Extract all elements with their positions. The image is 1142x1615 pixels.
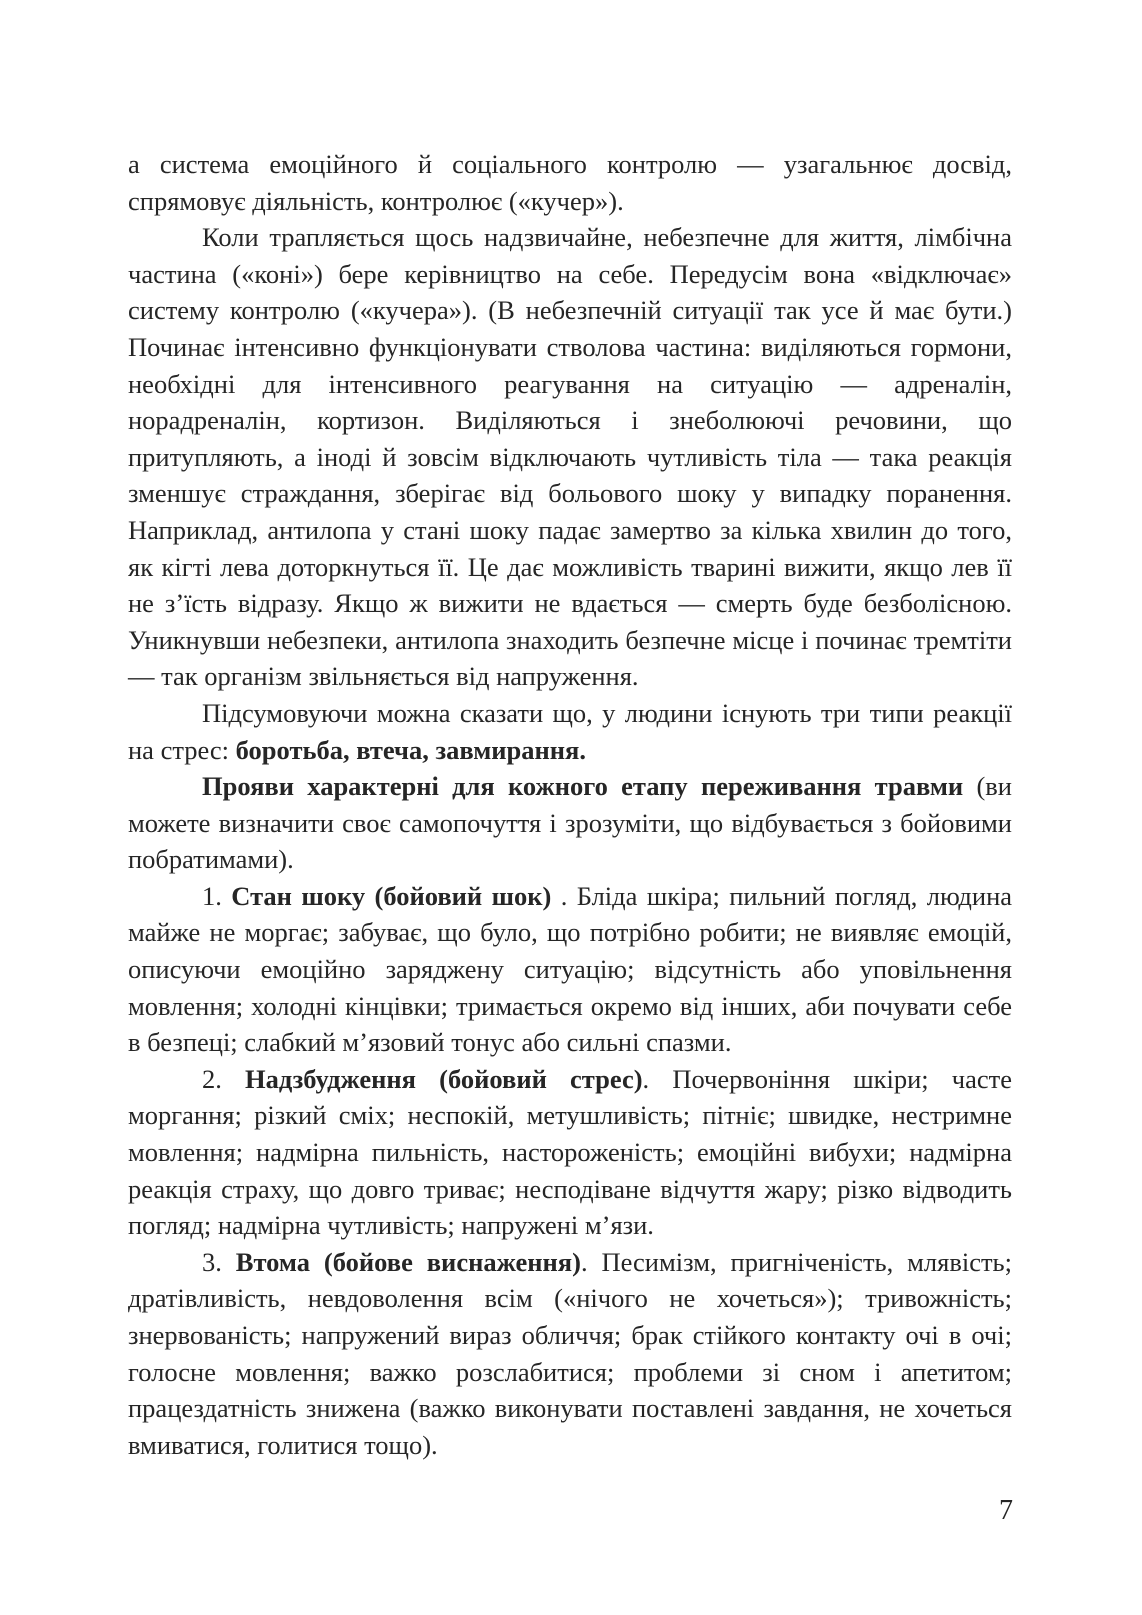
paragraph-text: а система емоційного й соціального контролю — узагальнює досвід, спрямовує діяльність, контролює («кучер»). [128,149,1012,216]
paragraph-limbic-response [128,219,1012,695]
stress-reaction-types: боротьба, втеча, завмирання. [235,734,587,765]
paragraph-text: (ви можете визначити своє самопочуття і зрозуміти, що відбувається з бойовими побратимами). [128,771,1012,875]
paragraph-summary [128,695,1012,768]
paragraph-trauma-stages-intro [128,768,1012,878]
list-item-term: Втома (бойове виснаження) [235,1246,581,1277]
list-item-term: Стан шоку (бойовий шок) [231,880,552,911]
section-heading: Прояви характерні для кожного етапу переживання травми [202,771,964,802]
paragraph-text: Підсумовуючи можна сказати що, у людини існують три типи реакції на стрес: [128,697,1012,765]
list-item-shock [128,878,1012,1061]
list-item-number: 1. [202,880,232,911]
list-item-number: 2. [202,1063,246,1094]
list-item-overarousal [128,1061,1012,1244]
list-item-term: Надзбудження (бойовий стрес) [245,1063,643,1094]
page-number: 7 [999,1495,1013,1526]
paragraph-text: Коли трапляється щось надзвичайне, небезпечне для життя, лімбічна частина («коні») бере керівництво на себе. Передусім вона «відключає» систему контролю («кучера»). (В небезпечній ситуації так усе й має бути.) Починає інтенсивно функціонувати стволова частина: виділяються гормони, необхідні для інтенсивного реагування на ситуацію — адреналін, норадреналін, кортизон. Виділяються і знеболюючі речовини, що притупляють, а іноді й зовсім відключають чутливість тіла — така реакція зменшує страждання, зберігає від больового шоку у випадку поранення. Наприклад, антилопа у стані шоку падає замертво за кілька хвилин до того, як кігті лева доторкнуться її. Це дає можливість тварині вижити, якщо лев її не з’їсть відразу. Якщо ж вижити не вдається — смерть буде безболісною. Уникнувши небезпеки, антилопа знаходить безпечне місце і починає тремтіти — так організм звільняється від напруження. [128,222,1012,692]
list-item-description: . Почервоніння шкіри; часте моргання; різкий сміх; неспокій, метушливість; пітніє; швидке, нестримне мовлення; надмірна пильність, настороженість; емоційні вибухи; надмірна реакція страху, що довго триває; несподіване відчуття жару; різко відводить погляд; надмірна чутливість; напружені м’язи. [128,1063,1013,1241]
page-body [128,146,1012,1463]
list-item-description: . Бліда шкіра; пильний погляд, людина майже не моргає; забуває, що було, що потрібно робити; не виявляє емоцій, описуючи емоційно заряджену ситуацію; відсутність або уповільнення мовлення; холодні кінцівки; тримається окремо від інших, аби почувати себе в безпеці; слабкий м’язовий тонус або сильні спазми. [128,880,1013,1058]
list-item-number: 3. [202,1246,236,1277]
list-item-description: . Песимізм, пригніченість, млявість; дратівливість, невдоволення всім («нічого не хочеться»); тривожність; знервованість; напружений вираз обличчя; брак стійкого контакту очі в очі; голосне мовлення; важко розслабитися; проблеми зі сном і апетитом; працездатність знижена (важко виконувати поставлені завдання, не хочеться вмиватися, голитися тощо). [128,1246,1012,1460]
list-item-fatigue [128,1244,1012,1464]
paragraph-continuation [128,146,1012,219]
